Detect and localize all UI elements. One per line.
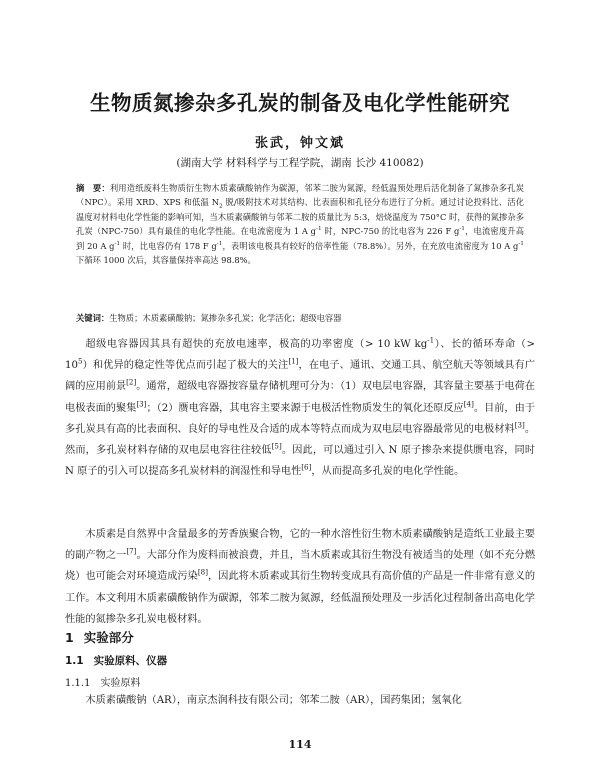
body-text: ）和优异的稳定性等优点而引起了极大的关注: [82, 360, 289, 372]
intro-paragraph-2: [65, 524, 535, 630]
body-text: ，从而提高多孔炭的电化学性能。: [311, 466, 465, 478]
abstract-text: 时，比电容仍有 178 F g: [120, 240, 217, 251]
citation: [1]: [288, 356, 299, 366]
abstract-superscript: -1: [216, 240, 223, 247]
body-text: ，因此将木质素或其衍生物转变成具有高价值的产品是一件非常有意义的工作。本文利用木质素磺酸钠作为碳源，邻苯二胺为氮源，经低温预处理及一步活化过程制备出高电化学性能的氮掺杂多孔炭电极材料。: [65, 571, 536, 625]
superscript: -1: [427, 335, 435, 345]
citation: [6]: [301, 462, 312, 472]
body-text: 。因此，可以通过引入 N 原子掺杂来提供赝电容，同时 N 原子的引入可以提高多孔炭材料的润湿性和导电性: [65, 445, 536, 478]
intro-paragraph-1: [65, 334, 535, 482]
abstract-text: 时，NPC-750 的比电容为 226 F g: [321, 226, 460, 237]
keywords-label: 关键词：: [76, 313, 110, 323]
citation: [3]: [514, 420, 525, 430]
superscript: 5: [77, 356, 83, 366]
section-title: 实验部分: [83, 630, 134, 645]
body-text: 木质素是自然界中含量最多的芳香族聚合物，它的一种水溶性衍生物木质素磺酸钠是造纸工业最主要的副产物之一: [65, 529, 535, 562]
citation: [8]: [197, 568, 208, 578]
keywords: [76, 311, 546, 325]
abstract-text: ，电流密度升高到 20 A g: [76, 226, 525, 251]
section-number: 1.1: [65, 655, 84, 667]
section-heading-1-1: [65, 653, 167, 668]
body-text: ，在电子、通讯、交通工具、航空航天等领域具有广阔的应用前景: [65, 360, 536, 393]
section-title: 实验原料: [100, 678, 141, 689]
author-affiliation: (湖南大学 材料科学与工程学院，湖南 长沙 410082): [176, 157, 424, 169]
materials-paragraph: 木质素磺酸钠（AR），南京杰润科技有限公司；邻苯二胺（AR），国药集团；氢氧化: [85, 695, 462, 706]
citation: [2]: [126, 378, 137, 388]
section-heading-1: [65, 628, 134, 646]
body-text: 。然而，多孔炭材料存储的双电层电容往往较低: [65, 423, 536, 457]
citation: [4]: [463, 399, 474, 409]
citation: [5]: [271, 441, 282, 451]
page-number: 114: [288, 738, 312, 751]
body-text: 超级电容器因其具有超快的充放电速率，极高的功率密度（> 10 kW kg: [85, 339, 428, 350]
paper-title: 生物质氮掺杂多孔炭的制备及电化学性能研究: [90, 91, 510, 115]
section-title: 实验原料、仪器: [93, 655, 168, 667]
body-text: 。通常，超级电容器按容量存储机理可分为：（1）双电层电容器，其容量主要基于电荷在电极表面的聚集: [65, 381, 535, 414]
abstract-superscript: -1: [459, 226, 465, 233]
abstract-text: ，表明该电极具有较好的倍率性能（78.8%）。另外，在充放电流密度为 10 A g: [222, 240, 519, 251]
body-text: 。大部分作为废料而被浪费，并且，当木质素或其衍生物没有被适当的处理（如不充分燃烧）也可能会对环境造成污染: [65, 550, 536, 583]
section-number: 1.1.1: [65, 678, 91, 689]
abstract-text: 下循环 1000 次后，其容量保持率高达 98.8%。: [76, 255, 256, 266]
citation: [3]: [136, 399, 147, 409]
abstract-text: 利用造纸废料生物质衍生物木质素磺酸钠作为碳源，邻苯二胺为氮源，经低温预处理后活化制备了氮掺杂多孔炭（NPC）。采用 XRD、XPS 和低温 N: [76, 183, 524, 208]
body-text: ）、长的循环寿命（> 10: [65, 339, 535, 372]
section-number: 1: [65, 630, 74, 645]
body-text: ；（2）赝电容器，其电容主要来源于电极活性物质发生的氧化还原反应: [146, 402, 464, 414]
abstract-superscript: -1: [316, 226, 322, 233]
abstract-subscript: 2: [219, 204, 223, 211]
section-heading-1-1-1: [65, 674, 140, 689]
abstract-superscript: -1: [518, 240, 524, 247]
keywords-text: 生物质；木质素磺酸钠；氮掺杂多孔炭；化学活化；超级电容器: [109, 313, 342, 323]
body-text: 。目前，由于多孔炭具有高的比表面积、良好的导电性及合适的成本等特点而成为双电层电容器最常见的电极材料: [65, 402, 536, 435]
abstract: [76, 181, 524, 267]
author-names: 张武，钟文斌: [254, 136, 345, 151]
abstract-superscript: -1: [114, 240, 121, 247]
abstract-text: 脱/吸附技术对其结构、比表面积和孔径分布进行了分析。通过讨论投料比、活化温度对材料电化学性能的影响可知，当木质素磺酸钠与邻苯二胺的质量比为 5:3，焙烧温度为 750°C 时，获得的氮掺杂多孔炭（NPC-750）具有最佳的电化学性能。在电流密度为 1 A g: [76, 197, 524, 237]
abstract-label: 摘 要：: [76, 183, 110, 193]
citation: [7]: [126, 546, 137, 556]
